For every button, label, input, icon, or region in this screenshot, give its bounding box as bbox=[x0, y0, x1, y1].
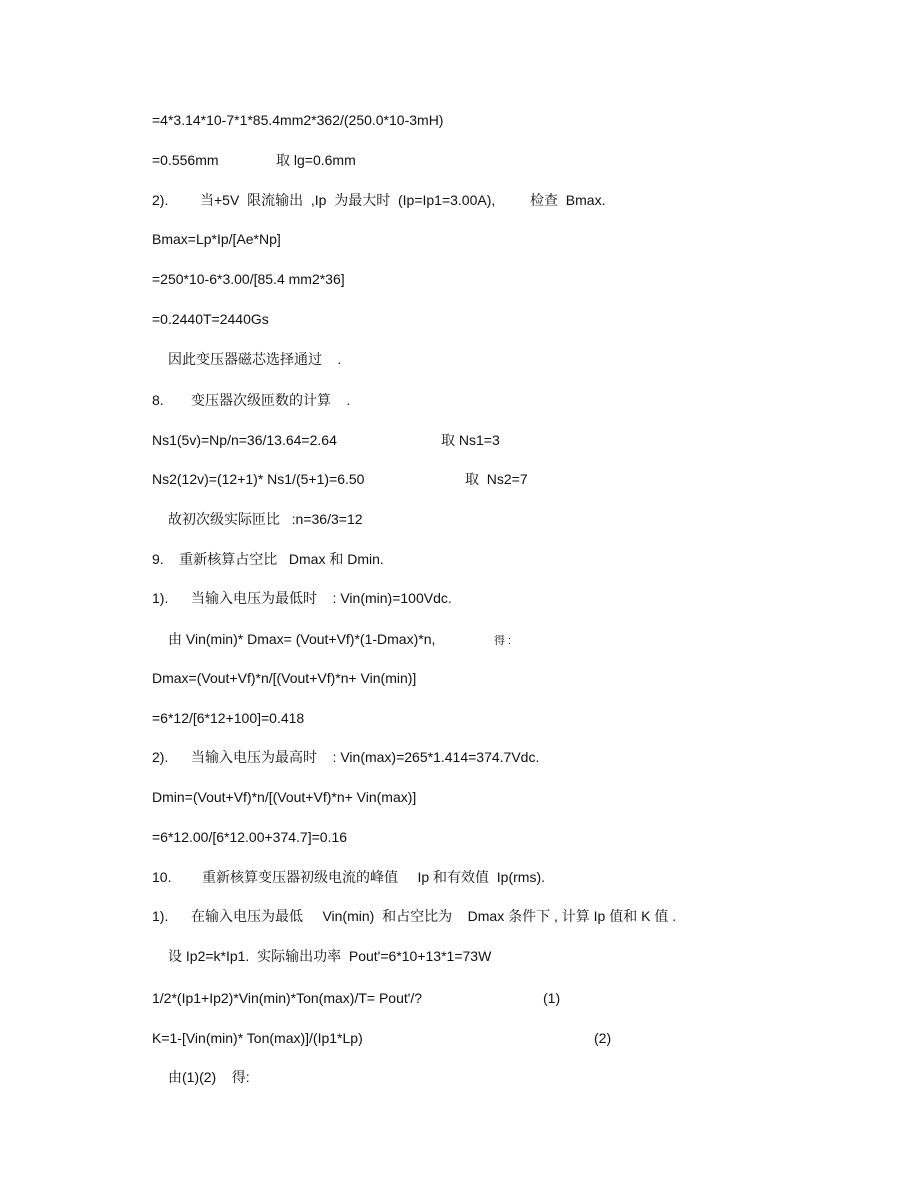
paragraph-note: 得 : bbox=[494, 635, 512, 647]
paragraph-text: 由(1)(2) 得: bbox=[168, 1069, 250, 1085]
equation-number: (1) bbox=[543, 990, 561, 1006]
paragraph-text: 由 Vin(min)* Dmax= (Vout+Vf)*(1-Dmax)*n, bbox=[168, 631, 436, 647]
paragraph-text: 设 Ip2=k*Ip1. 实际输出功率 Pout'=6*10+13*1=73W bbox=[168, 948, 492, 964]
formula-text: Dmax=(Vout+Vf)*n/[(Vout+Vf)*n+ Vin(min)] bbox=[152, 670, 417, 686]
paragraph-line bbox=[168, 1068, 250, 1122]
step-number: 1). bbox=[152, 908, 169, 924]
step-number: 2). bbox=[152, 192, 169, 208]
step-text: 在输入电压为最低 Vin(min) 和占空比为 Dmax 条件下 , 计算 Ip 值和 K 值 . bbox=[191, 908, 677, 924]
section-title: 变压器次级匝数的计算 . bbox=[191, 392, 351, 408]
section-title: 重新核算变压器初级电流的峰值 Ip 和有效值 Ip(rms). bbox=[202, 869, 546, 885]
paragraph-text: 因此变压器磁芯选择通过 . bbox=[168, 351, 342, 367]
formula-text: Ns2(12v)=(12+1)* Ns1/(5+1)=6.50 bbox=[152, 471, 365, 487]
step-note: 检查 Bmax. bbox=[530, 192, 606, 208]
step-number: 2). bbox=[152, 749, 169, 765]
formula-text: Bmax=Lp*Ip/[Ae*Np] bbox=[152, 231, 281, 247]
step-text: 当+5V 限流输出 ,Ip 为最大时 (Ip=Ip1=3.00A), bbox=[200, 192, 496, 208]
step-text: 当输入电压为最高时 : Vin(max)=265*1.414=374.7Vdc. bbox=[191, 749, 540, 765]
formula-text: =250*10-6*3.00/[85.4 mm2*36] bbox=[152, 271, 345, 287]
section-title: 9. 重新核算占空比 Dmax 和 Dmin. bbox=[152, 551, 384, 567]
formula-text: =4*3.14*10-7*1*85.4mm2*362/(250.0*10-3mH) bbox=[152, 112, 444, 128]
paragraph-text: 故初次级实际匝比 :n=36/3=12 bbox=[168, 511, 363, 527]
formula-text: Dmin=(Vout+Vf)*n/[(Vout+Vf)*n+ Vin(max)] bbox=[152, 789, 417, 805]
step-number: 1). bbox=[152, 590, 169, 606]
formula-text: =0.556mm bbox=[152, 152, 219, 168]
formula-text: Ns1(5v)=Np/n=36/13.64=2.64 bbox=[152, 432, 337, 448]
formula-note: 取 Ns1=3 bbox=[441, 432, 500, 448]
formula-text: =0.2440T=2440Gs bbox=[152, 311, 269, 327]
section-number: 10. bbox=[152, 869, 172, 885]
section-number: 8. bbox=[152, 392, 164, 408]
equation-text: K=1-[Vin(min)* Ton(max)]/(Ip1*Lp) bbox=[152, 1030, 363, 1046]
formula-text: =6*12.00/[6*12.00+374.7]=0.16 bbox=[152, 829, 348, 845]
step-text: 当输入电压为最低时 : Vin(min)=100Vdc. bbox=[191, 590, 452, 606]
formula-line bbox=[152, 310, 269, 364]
formula-text: =6*12/[6*12+100]=0.418 bbox=[152, 710, 305, 726]
equation-number: (2) bbox=[594, 1030, 612, 1046]
equation-text: 1/2*(Ip1+Ip2)*Vin(min)*Ton(max)/T= Pout'/? bbox=[152, 990, 423, 1006]
formula-note: 取 Ns2=7 bbox=[465, 471, 528, 487]
formula-note: 取 lg=0.6mm bbox=[276, 152, 356, 168]
